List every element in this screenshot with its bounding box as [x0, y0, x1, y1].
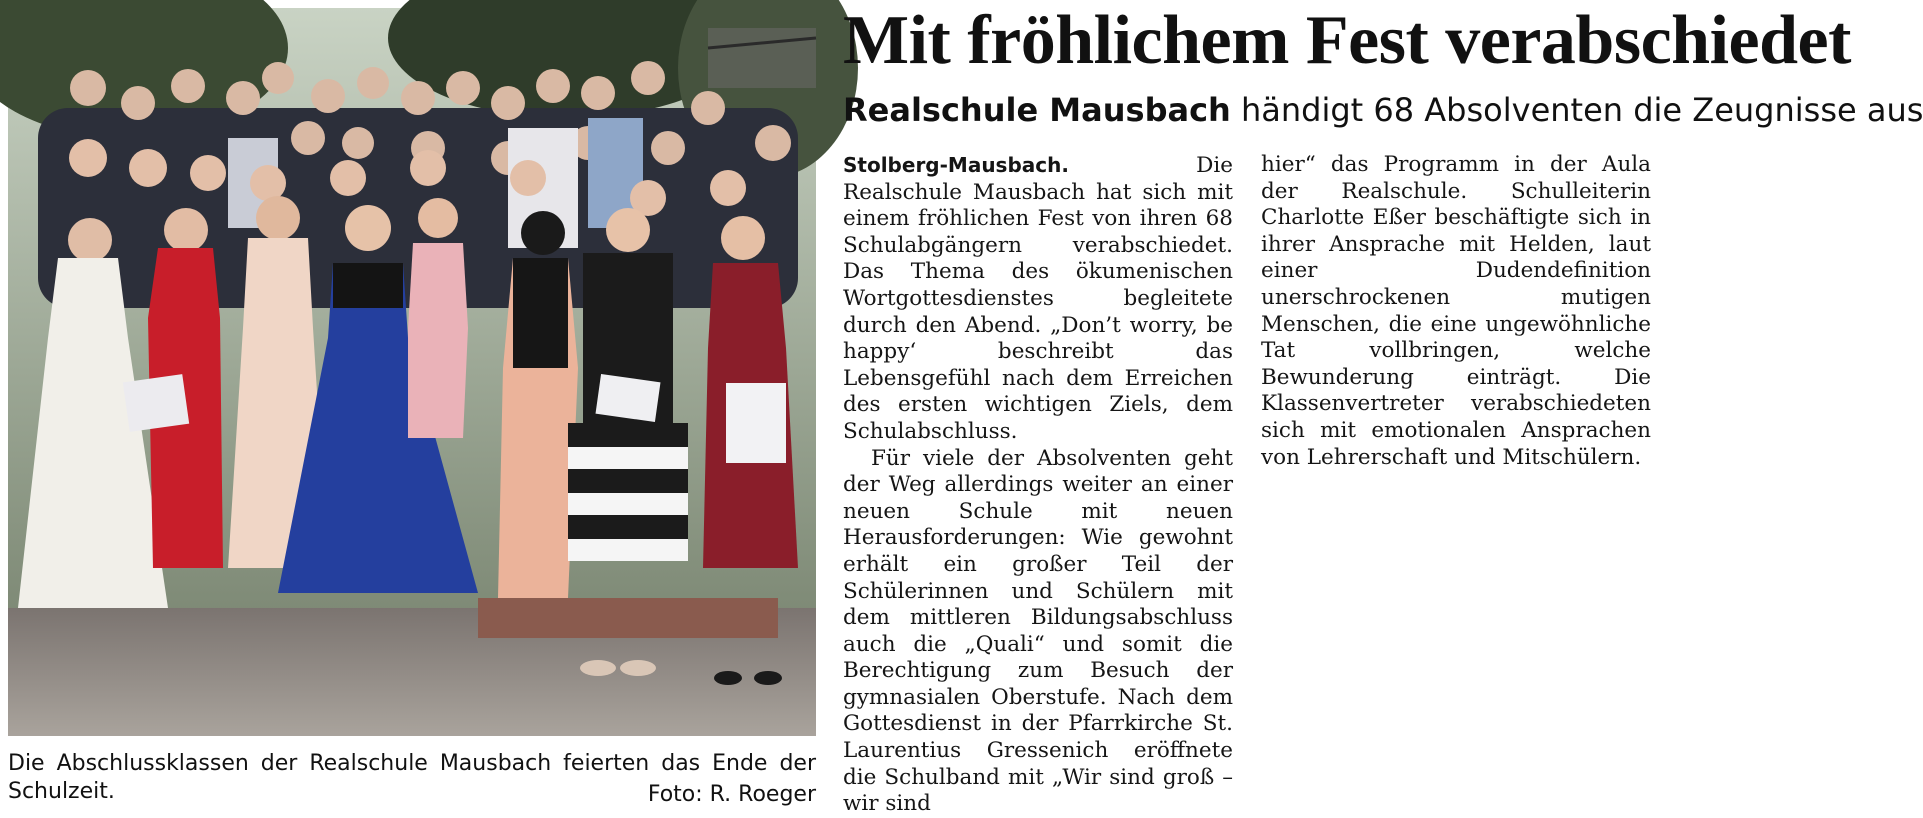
group-photo [8, 8, 816, 736]
photo-caption: Die Abschlussklassen der Realschule Mausbach feierten das Ende der Schulzeit. [8, 751, 816, 804]
paragraph-3: hier“ das Programm in der Aula der Realschule. Schulleiterin Charlotte Eßer beschäftigte sich in ihrer Ansprache mit Helden, laut einer Dudendefinition unerschrockenen mutigen Menschen, die eine ungewöhnliche Tat vollbringen, welche Bewunderung einträgt. Die Klassenvertreter verabschiedeten sich mit emotionalen Ansprachen von Lehrerschaft und Mitschülern. [1261, 152, 1651, 470]
paragraph-2: Für viele der Absolventen geht der Weg allerdings weiter an einer neuen Schule mit neuen Herausforderungen: Wie gewohnt erhält ein großer Teil der Schülerinnen und Schülern mit dem mittleren Bildungsabschluss auch die „Quali“ und somit die Berechtigung zum Besuch der gymnasialen Oberstufe. Nach dem Gottesdienst in der Pfarrkirche St. Laurentius Gressenich eröffnete die Schulband mit „Wir sind groß – wir sind [843, 445, 1233, 817]
graduates-group-image [8, 8, 816, 736]
article-headline: Mit fröhlichem Fest verabschiedet [843, 2, 1851, 79]
subheadline-text: händigt 68 Absolventen die Zeugnisse aus [1230, 91, 1923, 129]
subheadline-school: Realschule Mausbach [843, 91, 1231, 129]
paragraph-1 [843, 152, 1233, 446]
article-subheadline [843, 88, 1923, 132]
photo-credit: Foto: R. Roeger [647, 782, 816, 807]
paragraph-1-text: Die Realschule Mausbach hat sich mit einem fröhlichen Fest von ihren 68 Schulabgängern verabschiedet. Das Thema des ökumenischen Wortgottesdienstes begleitete durch den Abend. „Don’t worry, be happy‘ beschreibt das Lebensgefühl nach dem Erreichen des ersten wichtigen Ziels, dem Schulabschluss. [843, 153, 1233, 444]
article-column-2 [1261, 152, 1651, 471]
article-column-1 [843, 152, 1233, 818]
dateline: Stolberg-Mausbach. [843, 153, 1069, 177]
